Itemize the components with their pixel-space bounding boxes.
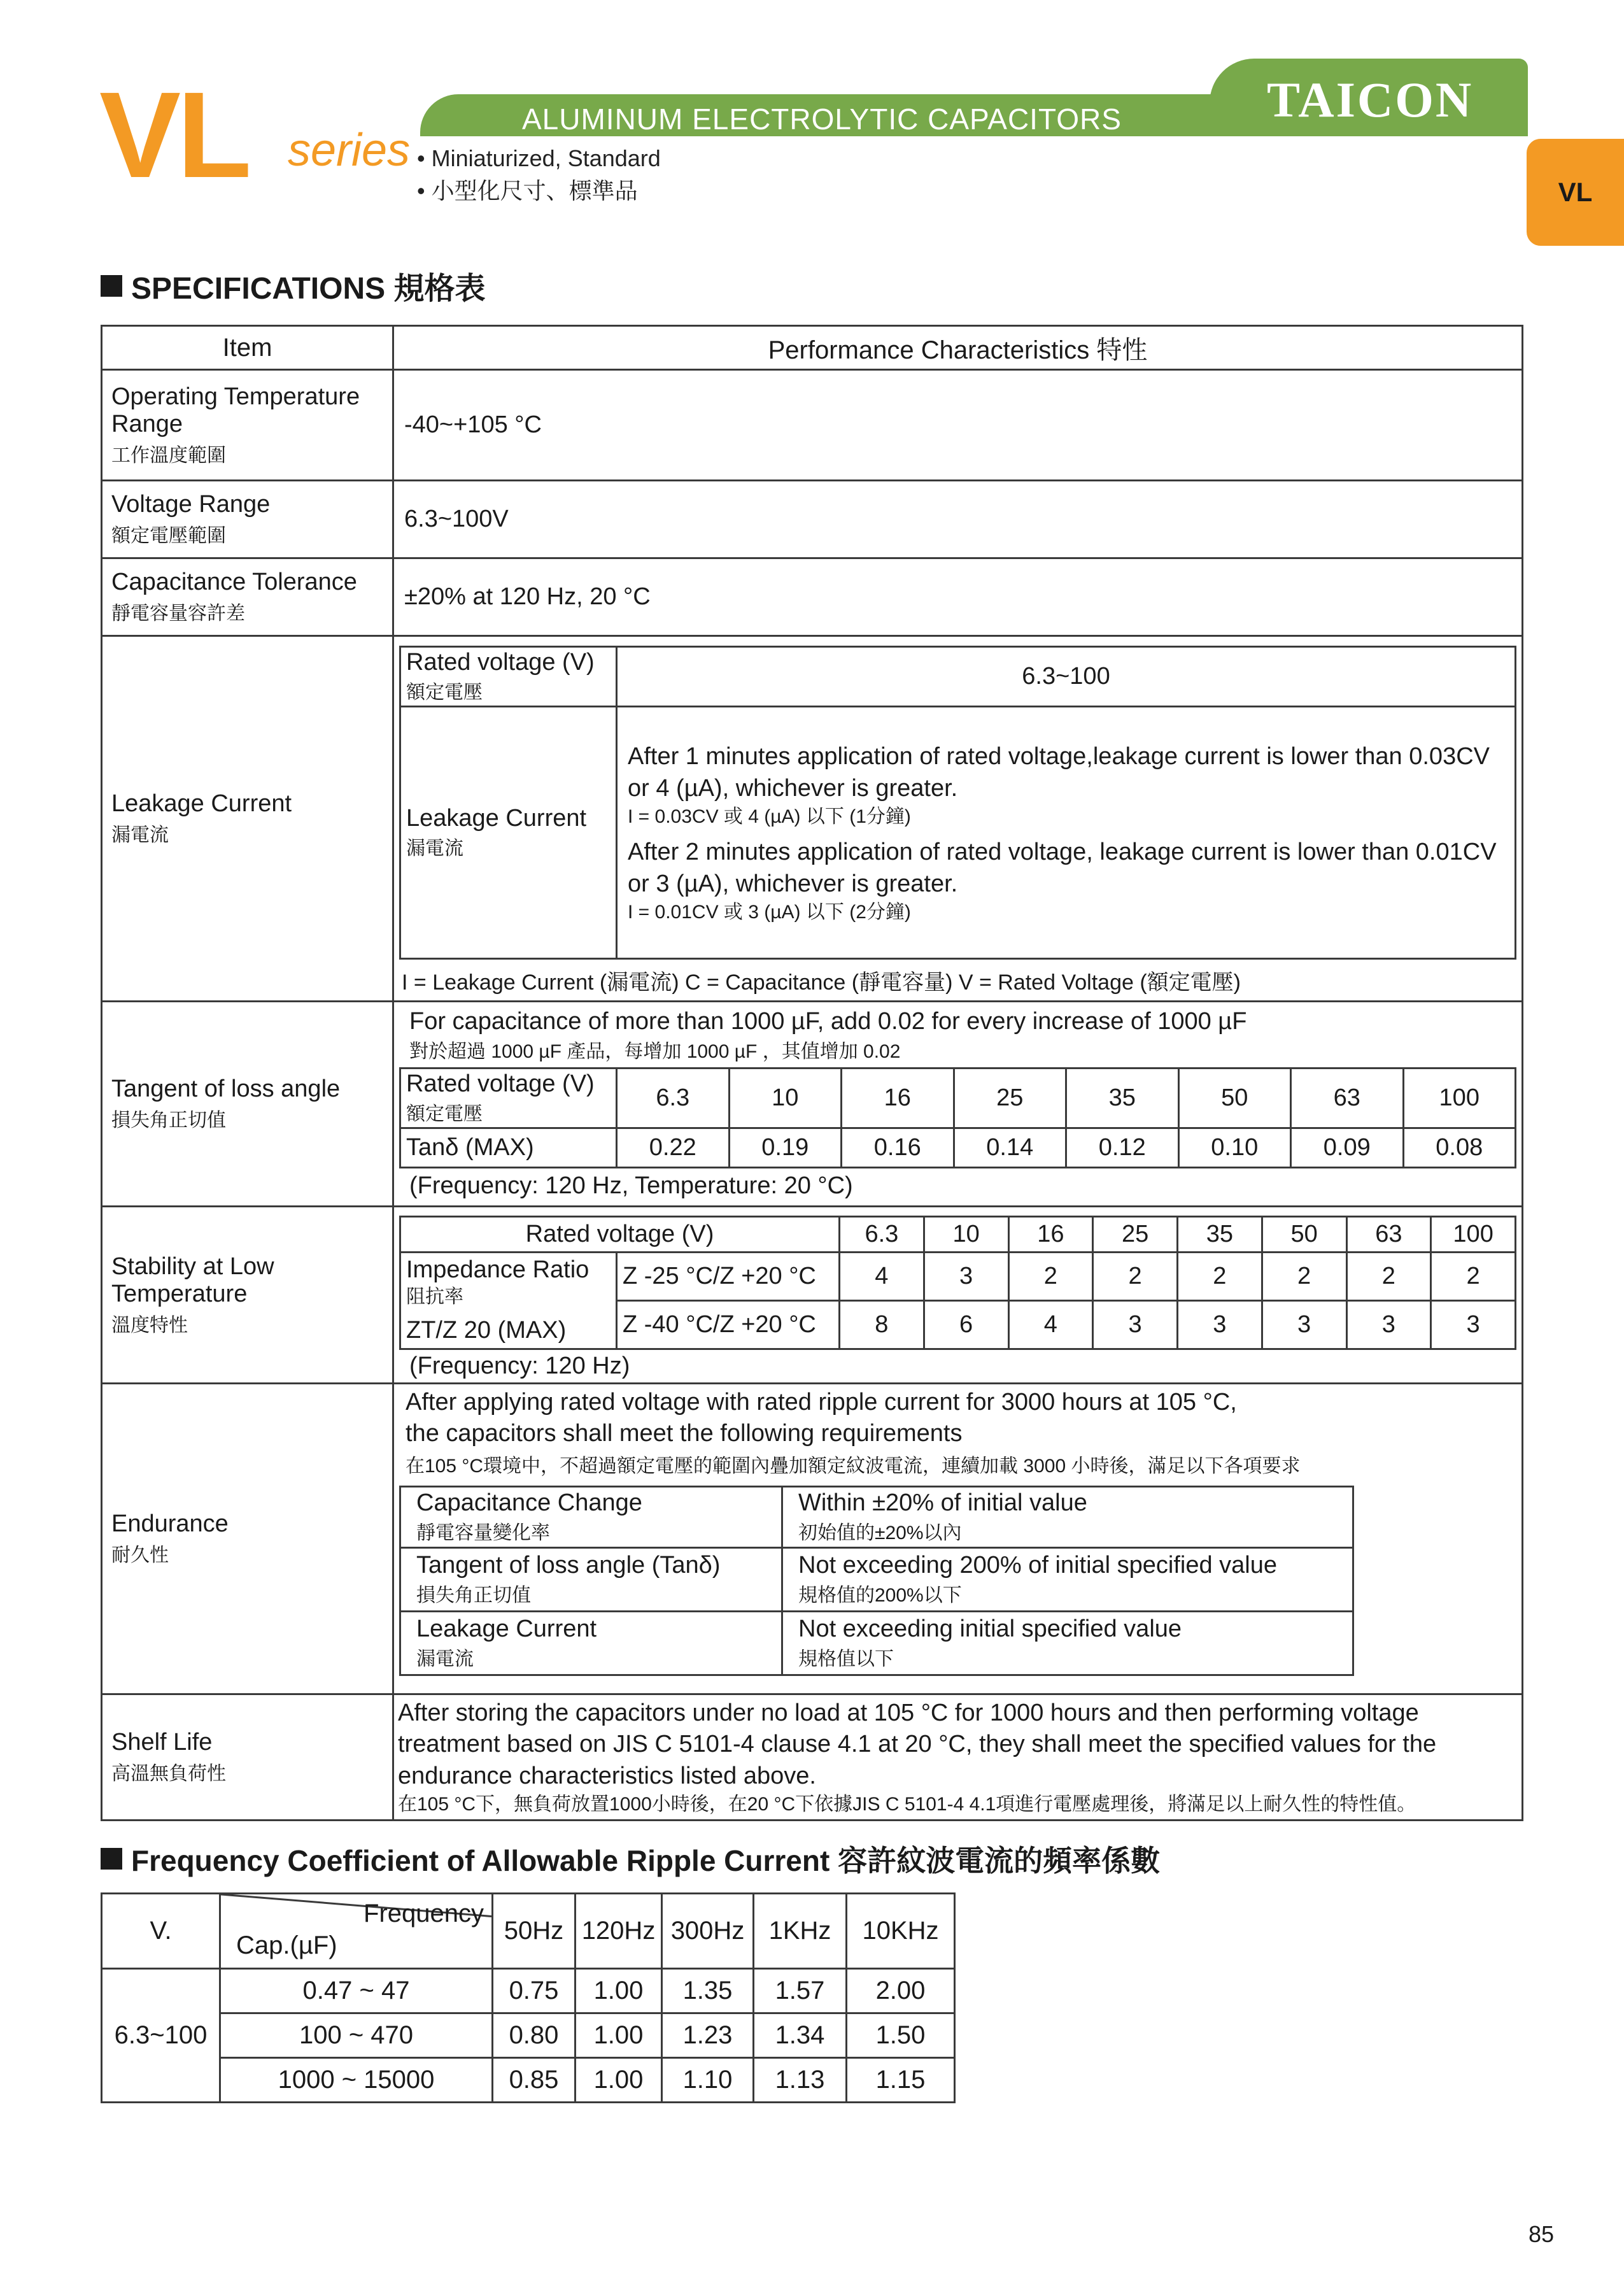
low-temp-voltage-row xyxy=(400,1216,1516,1252)
operating-temp-label xyxy=(102,370,393,481)
ratio-cell: 6 xyxy=(924,1300,1008,1349)
impedance-ratio-label xyxy=(400,1252,617,1349)
ripple-coef-cell: 0.85 xyxy=(493,2058,575,2103)
shelf-life-label-zh: 高溫無負荷性 xyxy=(111,1763,226,1785)
endurance-intro-1: After applying rated voltage with rated ripple current for 3000 hours at 105 °C, xyxy=(406,1389,1237,1416)
row-low-temperature xyxy=(102,1207,1523,1384)
low-temp-voltage-cell: 10 xyxy=(924,1216,1008,1252)
ripple-coef-cell: 1.34 xyxy=(754,2013,847,2058)
tangent-voltage-cell: 6.3 xyxy=(617,1069,730,1128)
tangent-label xyxy=(102,1002,393,1207)
impedance-ratio-label-zh: 阻抗率 xyxy=(406,1286,463,1308)
ripple-voltage-cell: 6.3~100 xyxy=(102,1969,220,2103)
ripple-coef-cell: 1.23 xyxy=(662,2013,754,2058)
leakage-lc-label-zh: 漏電流 xyxy=(406,838,463,859)
tan-max-label: Tanδ (MAX) xyxy=(400,1128,617,1168)
ripple-coef-cell: 1.13 xyxy=(754,2058,847,2103)
low-temp-voltage-cell: 16 xyxy=(1008,1216,1093,1252)
specifications-heading xyxy=(101,264,485,308)
ratio-cell: 8 xyxy=(840,1300,924,1349)
ripple-coef-cell: 1.57 xyxy=(754,1969,847,2013)
ripple-heading xyxy=(101,1838,1160,1880)
row-voltage-range xyxy=(102,481,1523,558)
spec-header-row xyxy=(102,326,1523,370)
low-temp-label-zh: 溫度特性 xyxy=(111,1314,188,1336)
leakage-inner-table xyxy=(399,646,1516,960)
ripple-coef-cell: 0.80 xyxy=(493,2013,575,2058)
row-tangent-loss-angle xyxy=(102,1002,1523,1207)
operating-temp-label-zh: 工作溫度範圍 xyxy=(111,444,226,466)
voltage-range-value: 6.3~100V xyxy=(393,481,1523,558)
tan-value-cell: 0.16 xyxy=(842,1128,954,1168)
leakage-rv-label-en: Rated voltage (V) xyxy=(406,649,595,676)
endurance-label-zh: 耐久性 xyxy=(111,1545,169,1566)
tangent-voltage-row xyxy=(400,1069,1516,1128)
tangent-values-row xyxy=(400,1128,1516,1168)
endurance-row xyxy=(400,1611,1353,1675)
endurance-req-en: Not exceeding 200% of initial specified value xyxy=(798,1551,1278,1579)
low-temp-rv-label: Rated voltage (V) xyxy=(400,1216,840,1252)
tangent-voltage-cell: 63 xyxy=(1291,1069,1404,1128)
cap-tolerance-label-zh: 靜電容量容許差 xyxy=(111,603,245,624)
ripple-cap-cell: 0.47 ~ 47 xyxy=(220,1969,493,2013)
low-temp-voltage-cell: 63 xyxy=(1346,1216,1431,1252)
ripple-col-voltage: V. xyxy=(102,1894,220,1969)
cap-tolerance-value: ±20% at 120 Hz, 20 °C xyxy=(393,558,1523,636)
leakage-label-zh: 漏電流 xyxy=(111,825,169,846)
leakage-perf-cell xyxy=(393,636,1523,1002)
voltage-range-label-en: Voltage Range xyxy=(111,491,271,518)
endurance-item-en: Tangent of loss angle (Tanδ) xyxy=(416,1551,721,1579)
ratio-cell: 3 xyxy=(1178,1300,1262,1349)
leakage-rule-2: After 2 minutes application of rated voltage, leakage current is lower than 0.01CV or 3 (µA), whichever is greater. xyxy=(628,838,1497,897)
endurance-req-en: Not exceeding initial specified value xyxy=(798,1615,1182,1642)
low-temp-label xyxy=(102,1207,393,1384)
tan-value-cell: 0.08 xyxy=(1403,1128,1516,1168)
low-temp-label-en: Stability at Low Temperature xyxy=(111,1253,274,1307)
leakage-rv-label xyxy=(400,647,617,707)
ripple-cap-cell: 100 ~ 470 xyxy=(220,2013,493,2058)
endurance-requirement xyxy=(782,1547,1353,1611)
feature-en: • Miniaturized, Standard xyxy=(417,145,661,171)
ratio-cell: 2 xyxy=(1346,1252,1431,1300)
ripple-freq-header: 300Hz xyxy=(662,1894,754,1969)
brand-logo: TAICON xyxy=(1267,72,1474,127)
tangent-voltage-cell: 25 xyxy=(954,1069,1066,1128)
tan-value-cell: 0.22 xyxy=(617,1128,730,1168)
endurance-item xyxy=(400,1547,782,1611)
endurance-item xyxy=(400,1486,782,1547)
ripple-coef-cell: 1.50 xyxy=(847,2013,955,2058)
low-temp-voltage-cell: 50 xyxy=(1262,1216,1346,1252)
row-operating-temperature xyxy=(102,370,1523,481)
leakage-rules-row xyxy=(400,707,1516,959)
feature-zh: • 小型化尺寸、標準品 xyxy=(417,178,638,204)
leakage-legend: I = Leakage Current (漏電流) C = Capacitance (靜電容量) V = Rated Voltage (額定電壓) xyxy=(402,970,1241,995)
endurance-row xyxy=(400,1547,1353,1611)
specifications-table xyxy=(101,325,1523,1821)
leakage-rule-1: After 1 minutes application of rated voltage,leakage current is lower than 0.03CV or 4 (µA), whichever is greater. xyxy=(628,742,1490,802)
tangent-perf-cell xyxy=(393,1002,1523,1207)
specifications-title: SPECIFICATIONS 規格表 xyxy=(131,272,486,306)
ripple-col-cap: Cap.(µF) xyxy=(236,1931,337,1959)
leakage-rule-1-zh: I = 0.03CV 或 4 (µA) 以下 (1分鐘) xyxy=(628,806,911,827)
ripple-title: Frequency Coefficient of Allowable Ripple Current 容許紋波電流的頻率係數 xyxy=(131,1844,1161,1877)
tangent-note: For capacitance of more than 1000 µF, add 0.02 for every increase of 1000 µF xyxy=(409,1008,1247,1035)
leakage-rule-2-zh: I = 0.01CV 或 3 (µA) 以下 (2分鐘) xyxy=(628,901,911,923)
endurance-requirement xyxy=(782,1486,1353,1547)
shelf-life-text: After storing the capacitors under no load at 105 °C for 1000 hours and then performing voltage treatment based on JIS C 5101-4 clause 4.1 at 20 °C, they shall meet the specified values for the endurance characteristics listed above. xyxy=(398,1700,1437,1789)
low-temp-voltage-cell: 6.3 xyxy=(840,1216,924,1252)
ripple-coef-cell: 1.00 xyxy=(575,2013,662,2058)
ripple-diagonal-header xyxy=(220,1894,493,1969)
shelf-life-label-en: Shelf Life xyxy=(111,1729,213,1756)
low-temp-perf-cell xyxy=(393,1207,1523,1384)
tangent-label-en: Tangent of loss angle xyxy=(111,1076,341,1102)
low-temp-freq-note: (Frequency: 120 Hz) xyxy=(409,1352,630,1379)
endurance-req-zh: 規格值的200%以下 xyxy=(798,1584,962,1606)
series-code: VL xyxy=(99,66,248,203)
endurance-req-en: Within ±20% of initial value xyxy=(798,1489,1087,1516)
low-temp-voltage-cell: 100 xyxy=(1431,1216,1516,1252)
cap-tolerance-label xyxy=(102,558,393,636)
endurance-item-zh: 漏電流 xyxy=(416,1648,474,1670)
endurance-intro-zh: 在105 °C環境中，不超過額定電壓的範圍內疊加額定紋波電流，連續加載 3000 小時後，滿足以下各項要求 xyxy=(406,1455,1301,1477)
ripple-coef-cell: 1.15 xyxy=(847,2058,955,2103)
ratio-cell: 4 xyxy=(1008,1300,1093,1349)
tangent-voltage-cell: 35 xyxy=(1066,1069,1179,1128)
ripple-coef-cell: 2.00 xyxy=(847,1969,955,2013)
endurance-perf-cell xyxy=(393,1384,1523,1694)
ratio-cell: 3 xyxy=(1262,1300,1346,1349)
ripple-col-frequency: Frequency xyxy=(364,1899,484,1928)
leakage-rated-voltage-row xyxy=(400,647,1516,707)
endurance-req-zh: 初始值的±20%以內 xyxy=(798,1522,962,1544)
page-number: 85 xyxy=(1528,2221,1554,2247)
ripple-freq-header: 120Hz xyxy=(575,1894,662,1969)
ratio-cell: 2 xyxy=(1093,1252,1178,1300)
cap-tolerance-label-en: Capacitance Tolerance xyxy=(111,569,357,595)
endurance-intro-2: the capacitors shall meet the following requirements xyxy=(406,1420,963,1447)
tangent-label-zh: 損失角正切值 xyxy=(111,1110,226,1131)
ripple-freq-header: 50Hz xyxy=(493,1894,575,1969)
leakage-lc-label xyxy=(400,707,617,959)
leakage-rules xyxy=(617,707,1516,959)
endurance-item-en: Capacitance Change xyxy=(416,1489,642,1516)
tan-value-cell: 0.19 xyxy=(729,1128,842,1168)
low-temp-voltage-cell: 35 xyxy=(1178,1216,1262,1252)
ripple-coef-cell: 0.75 xyxy=(493,1969,575,2013)
col-item-header: Item xyxy=(102,326,393,370)
low-temp-row-25 xyxy=(400,1252,1516,1300)
cond-minus25: Z -25 °C/Z +20 °C xyxy=(617,1252,840,1300)
endurance-table xyxy=(399,1486,1354,1676)
leakage-label-en: Leakage Current xyxy=(111,790,292,817)
leakage-lc-label-en: Leakage Current xyxy=(406,805,587,832)
ratio-cell: 3 xyxy=(1093,1300,1178,1349)
tangent-voltage-cell: 100 xyxy=(1403,1069,1516,1128)
leakage-rv-label-zh: 額定電壓 xyxy=(406,682,483,703)
ratio-cell: 3 xyxy=(1346,1300,1431,1349)
shelf-life-perf-cell xyxy=(393,1694,1523,1821)
shelf-life-text-zh: 在105 °C下，無負荷放置1000小時後，在20 °C下依據JIS C 5101-4 4.1項進行電壓處理後，將滿足以上耐久性的特性值。 xyxy=(398,1794,1416,1815)
tangent-voltage-cell: 10 xyxy=(729,1069,842,1128)
shelf-life-label xyxy=(102,1694,393,1821)
row-leakage-current xyxy=(102,636,1523,1002)
cond-minus40: Z -40 °C/Z +20 °C xyxy=(617,1300,840,1349)
voltage-range-label xyxy=(102,481,393,558)
ripple-coefficient-table xyxy=(101,1892,956,2103)
ripple-row xyxy=(102,2058,955,2103)
heading-square-icon xyxy=(101,1848,122,1870)
ratio-cell: 2 xyxy=(1262,1252,1346,1300)
endurance-item-zh: 靜電容量變化率 xyxy=(416,1522,550,1544)
banner-title: ALUMINUM ELECTROLYTIC CAPACITORS xyxy=(522,103,1122,136)
tangent-rv-label-zh: 額定電壓 xyxy=(406,1104,483,1125)
tangent-freq-note: (Frequency: 120 Hz, Temperature: 20 °C) xyxy=(409,1172,853,1199)
operating-temp-label-en: Operating Temperature Range xyxy=(111,383,360,437)
ripple-coef-cell: 1.00 xyxy=(575,1969,662,2013)
endurance-label-en: Endurance xyxy=(111,1510,229,1537)
tan-value-cell: 0.12 xyxy=(1066,1128,1179,1168)
tan-value-cell: 0.09 xyxy=(1291,1128,1404,1168)
ripple-coef-cell: 1.35 xyxy=(662,1969,754,2013)
ripple-freq-header: 10KHz xyxy=(847,1894,955,1969)
endurance-item xyxy=(400,1611,782,1675)
series-word: series xyxy=(288,125,411,176)
endurance-item-en: Leakage Current xyxy=(416,1615,597,1642)
low-temp-table xyxy=(399,1216,1516,1350)
endurance-requirement xyxy=(782,1611,1353,1675)
ratio-cell: 2 xyxy=(1431,1252,1516,1300)
ripple-cap-cell: 1000 ~ 15000 xyxy=(220,2058,493,2103)
row-endurance xyxy=(102,1384,1523,1694)
ratio-cell: 2 xyxy=(1178,1252,1262,1300)
tangent-note-zh: 對於超過 1000 µF 產品，每增加 1000 µF ，其值增加 0.02 xyxy=(409,1041,901,1062)
endurance-row xyxy=(400,1486,1353,1547)
tangent-voltage-cell: 50 xyxy=(1178,1069,1291,1128)
leakage-rv-value: 6.3~100 xyxy=(617,647,1516,707)
tan-value-cell: 0.14 xyxy=(954,1128,1066,1168)
ripple-header-row xyxy=(102,1894,955,1969)
leakage-label xyxy=(102,636,393,1002)
col-performance-header: Performance Characteristics 特性 xyxy=(393,326,1523,370)
tangent-table xyxy=(399,1067,1516,1168)
row-capacitance-tolerance xyxy=(102,558,1523,636)
ripple-row xyxy=(102,2013,955,2058)
tan-value-cell: 0.10 xyxy=(1178,1128,1291,1168)
side-index-tab[interactable]: VL xyxy=(1527,139,1624,246)
tangent-rv-label xyxy=(400,1069,617,1128)
ratio-cell: 3 xyxy=(924,1252,1008,1300)
endurance-item-zh: 損失角正切值 xyxy=(416,1584,531,1606)
endurance-label xyxy=(102,1384,393,1694)
ratio-cell: 4 xyxy=(840,1252,924,1300)
voltage-range-label-zh: 額定電壓範圍 xyxy=(111,525,226,546)
zt-z20-label: ZT/Z 20 (MAX) xyxy=(406,1316,567,1344)
operating-temp-value: -40~+105 °C xyxy=(393,370,1523,481)
tangent-voltage-cell: 16 xyxy=(842,1069,954,1128)
ripple-row xyxy=(102,1969,955,2013)
ratio-cell: 2 xyxy=(1008,1252,1093,1300)
row-shelf-life xyxy=(102,1694,1523,1821)
ripple-coef-cell: 1.10 xyxy=(662,2058,754,2103)
ripple-coef-cell: 1.00 xyxy=(575,2058,662,2103)
low-temp-voltage-cell: 25 xyxy=(1093,1216,1178,1252)
ripple-freq-header: 1KHz xyxy=(754,1894,847,1969)
tangent-rv-label-en: Rated voltage (V) xyxy=(406,1070,595,1097)
impedance-ratio-label-en: Impedance Ratio xyxy=(406,1256,590,1283)
ratio-cell: 3 xyxy=(1431,1300,1516,1349)
endurance-req-zh: 規格值以下 xyxy=(798,1648,894,1670)
heading-square-icon xyxy=(101,275,122,297)
